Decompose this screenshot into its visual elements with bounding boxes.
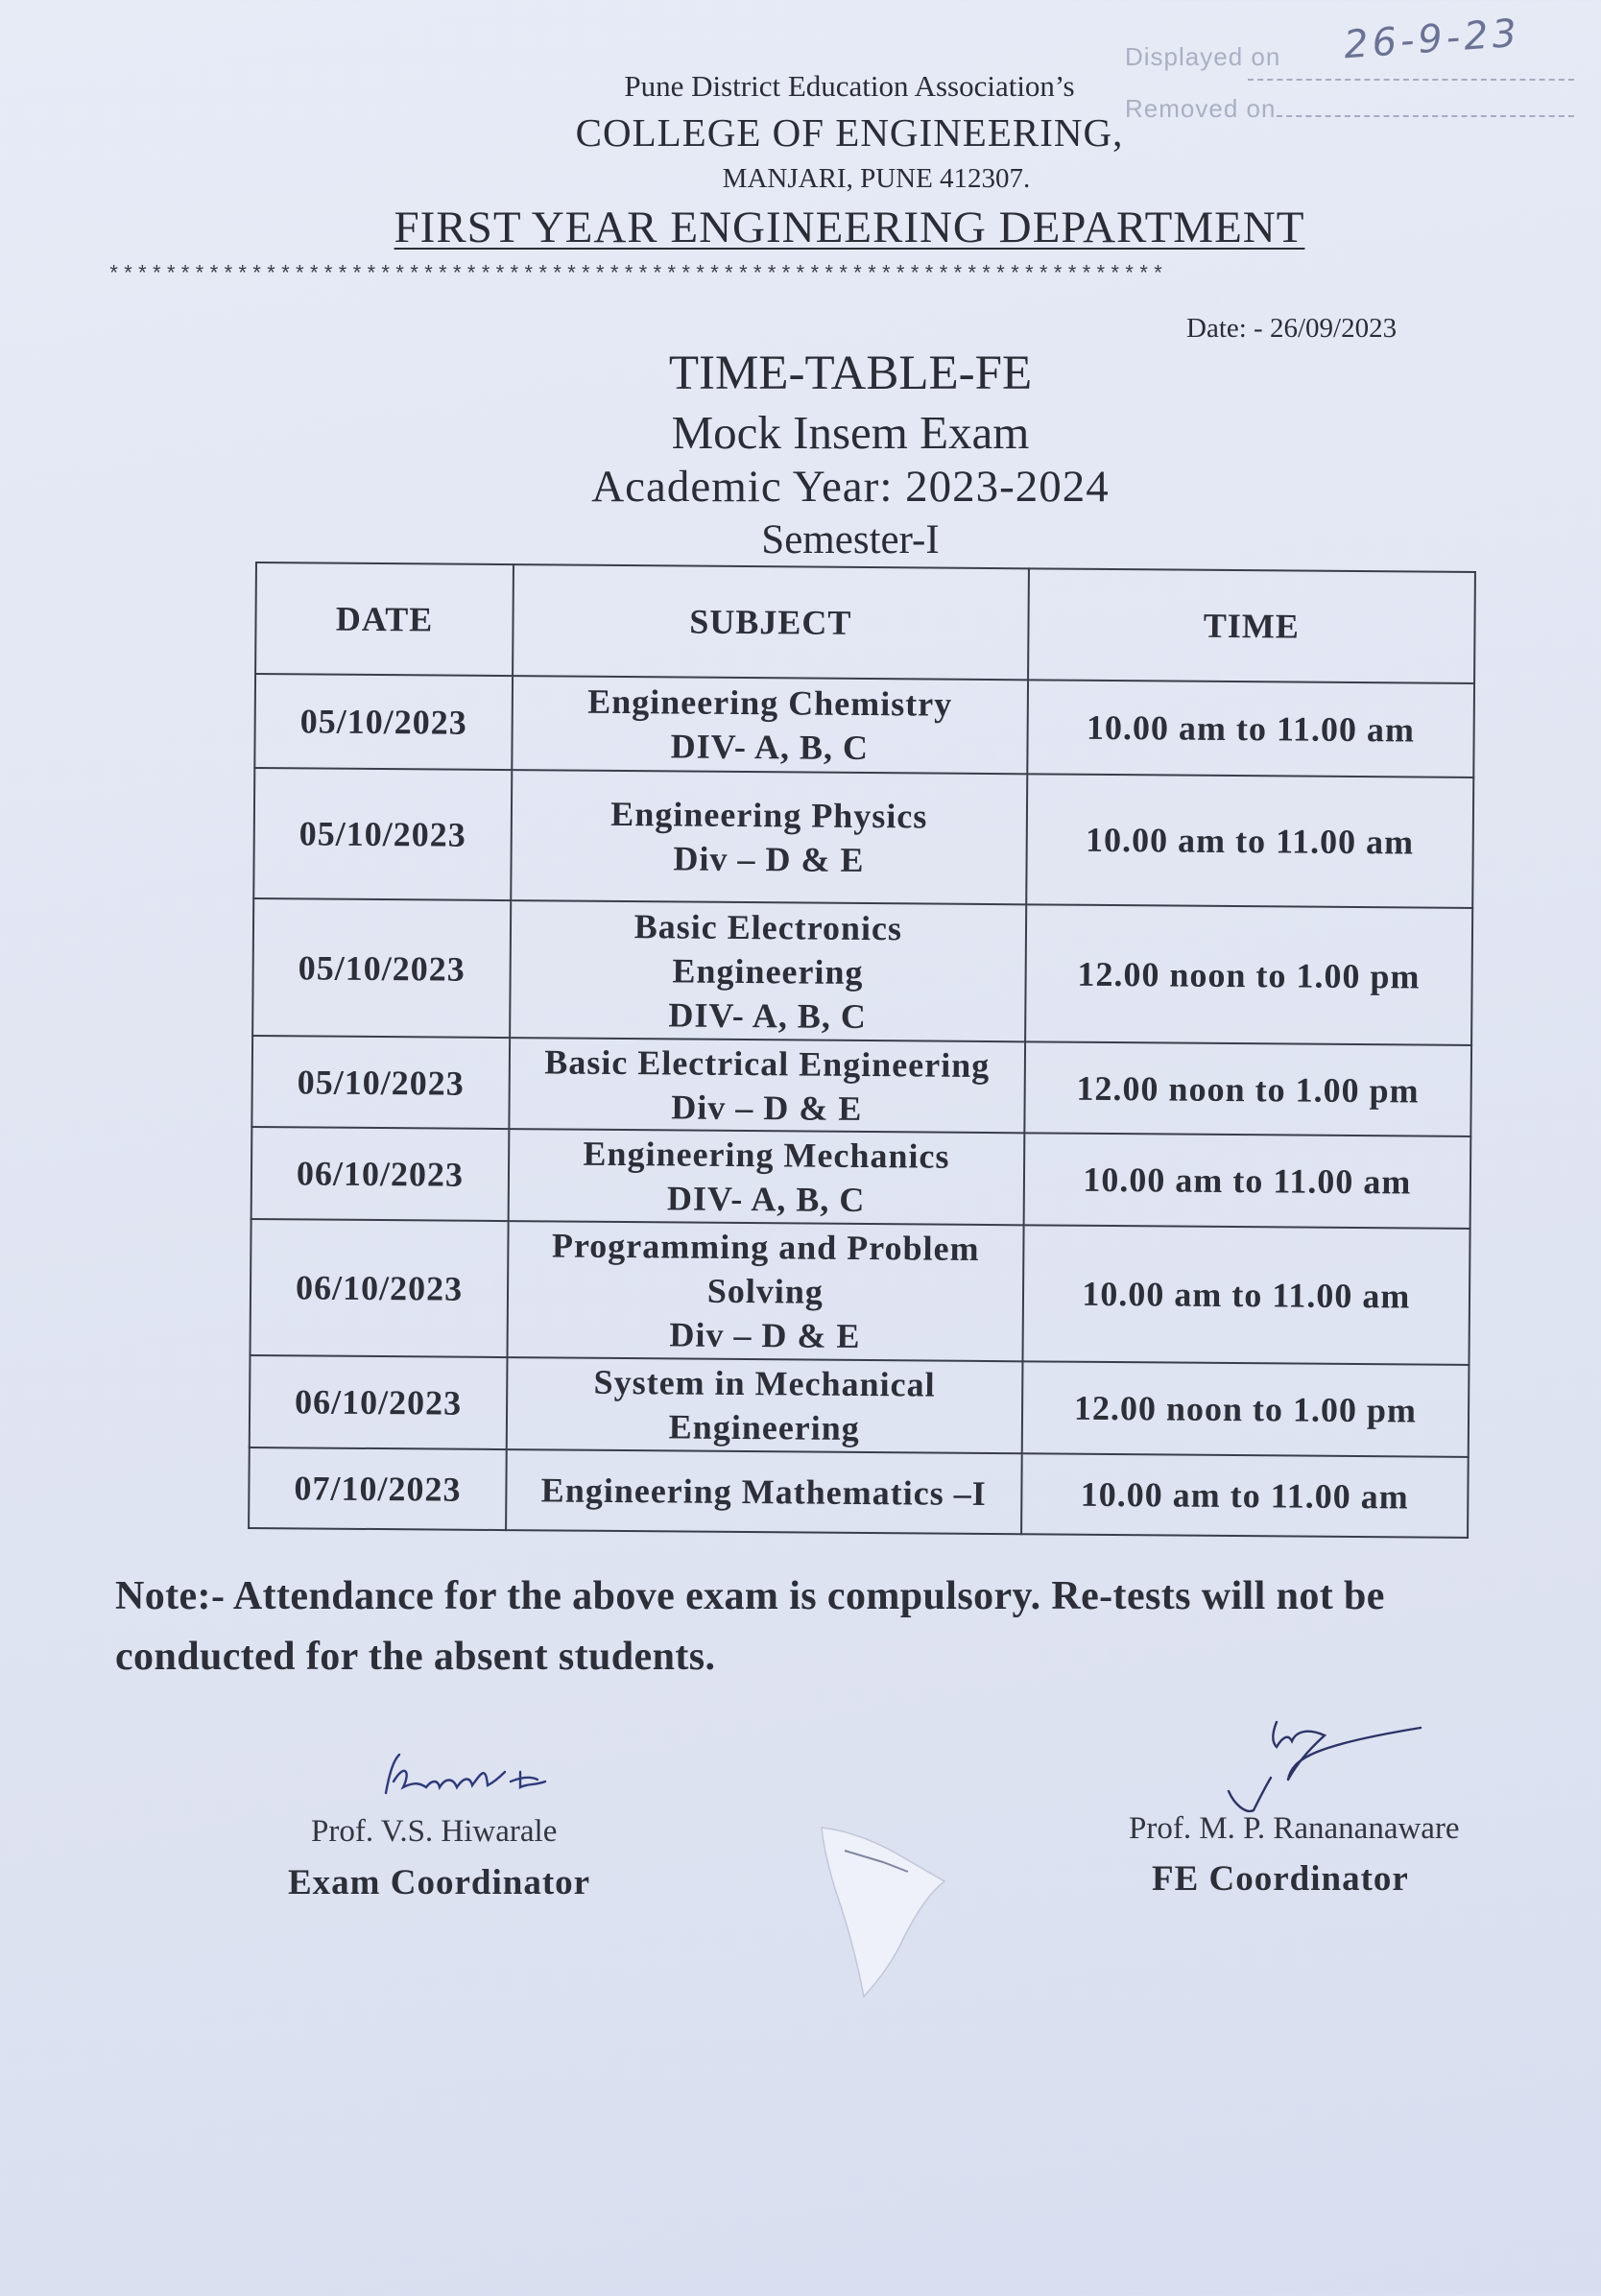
- note-line-2: conducted for the absent students.: [115, 1635, 716, 1679]
- association-name: Pune District Education Association’s: [624, 69, 1075, 103]
- cell-time: 10.00 am to 11.00 am: [1027, 680, 1474, 777]
- cell-date: 05/10/2023: [252, 898, 511, 1038]
- subject-line: Programming and Problem: [551, 1226, 980, 1268]
- cell-time: 12.00 noon to 1.00 pm: [1024, 1041, 1471, 1136]
- cell-time: 10.00 am to 11.00 am: [1023, 1133, 1470, 1229]
- cell-subject: [510, 900, 1026, 1041]
- subject-line: Engineering Mathematics –I: [540, 1471, 987, 1514]
- table-row: [252, 898, 1472, 1045]
- cell-time: 10.00 am to 11.00 am: [1022, 1225, 1470, 1365]
- college-address: MANJARI, PUNE 412307.: [722, 163, 1031, 194]
- subject-line: Engineering: [672, 950, 864, 992]
- table-row: [251, 1219, 1470, 1365]
- cell-date: 05/10/2023: [254, 674, 513, 770]
- college-name: COLLEGE OF ENGINEERING,: [575, 110, 1124, 155]
- header-date: DATE: [255, 562, 514, 676]
- subject-line: Div – D & E: [669, 1315, 861, 1355]
- torn-paper-mark-icon: [816, 1822, 960, 2004]
- table-row: [251, 1127, 1471, 1229]
- handwritten-displayed-date: 26-9-23: [1342, 11, 1522, 68]
- note-line-1: Note:- Attendance for the above exam is compulsory. Re-tests will not be: [115, 1574, 1385, 1618]
- table-row: [250, 1355, 1470, 1457]
- cell-subject: [511, 770, 1027, 904]
- fe-coordinator-role: FE Coordinator: [1152, 1859, 1409, 1899]
- exam-timetable: [248, 562, 1476, 1539]
- academic-year: Academic Year: 2023-2024: [591, 462, 1110, 512]
- header-subject: SUBJECT: [513, 564, 1029, 680]
- cell-subject: [509, 1038, 1024, 1133]
- attendance-note: [115, 1567, 1517, 1687]
- cell-subject: [506, 1449, 1021, 1534]
- subject-line: DIV- A, B, C: [668, 994, 867, 1036]
- cell-time: 10.00 am to 11.00 am: [1026, 774, 1473, 908]
- exam-name: Mock Insem Exam: [671, 406, 1030, 459]
- cell-date: 05/10/2023: [253, 768, 512, 900]
- cell-subject: [509, 1129, 1024, 1225]
- subject-line: DIV- A, B, C: [670, 727, 870, 768]
- subject-line: Basic Electrical Engineering: [544, 1041, 991, 1085]
- table-row: [249, 1447, 1469, 1538]
- subject-line: Solving: [706, 1271, 824, 1311]
- timetable-title: TIME-TABLE-FE: [668, 347, 1033, 400]
- cell-date: 05/10/2023: [251, 1036, 510, 1129]
- star-separator: **************************************************************************: [108, 263, 1166, 287]
- cell-date: 06/10/2023: [251, 1127, 510, 1221]
- exam-coordinator-name: Prof. V.S. Hiwarale: [311, 1814, 558, 1849]
- table-row: [251, 1036, 1471, 1136]
- signature-hiwarale-icon: [376, 1743, 587, 1810]
- table-header-row: [255, 562, 1475, 683]
- cell-time: 12.00 noon to 1.00 pm: [1025, 904, 1472, 1045]
- displayed-on-label: Displayed on: [1125, 42, 1281, 71]
- table-row: [253, 768, 1473, 908]
- subject-line: Engineering Mechanics: [583, 1134, 950, 1176]
- notice-date: Date: - 26/09/2023: [1186, 313, 1398, 344]
- cell-time: 12.00 noon to 1.00 pm: [1021, 1361, 1469, 1457]
- subject-line: Engineering Physics: [610, 794, 928, 836]
- department-title: FIRST YEAR ENGINEERING DEPARTMENT: [394, 203, 1305, 252]
- subject-line: Engineering: [668, 1407, 860, 1447]
- exam-coordinator-role: Exam Coordinator: [288, 1863, 591, 1902]
- table-row: [254, 674, 1474, 777]
- subject-line: Div – D & E: [671, 1087, 863, 1128]
- cell-date: 07/10/2023: [249, 1447, 507, 1530]
- subject-line: Engineering Chemistry: [587, 682, 953, 724]
- fe-coordinator-name: Prof. M. P. Ranananaware: [1129, 1811, 1460, 1846]
- subject-line: Basic Electronics: [633, 906, 903, 947]
- cell-date: 06/10/2023: [250, 1355, 508, 1449]
- semester: Semester-I: [761, 517, 940, 562]
- cell-subject: [508, 1221, 1024, 1361]
- cell-date: 06/10/2023: [251, 1219, 509, 1357]
- header-time: TIME: [1028, 568, 1475, 683]
- removed-on-label: Removed on: [1125, 94, 1277, 123]
- subject-line: System in Mechanical: [593, 1362, 936, 1404]
- cell-subject: [507, 1357, 1022, 1453]
- subject-line: Div – D & E: [673, 839, 865, 879]
- cell-subject: [512, 676, 1027, 774]
- subject-line: DIV- A, B, C: [666, 1179, 866, 1220]
- cell-time: 10.00 am to 11.00 am: [1021, 1453, 1469, 1538]
